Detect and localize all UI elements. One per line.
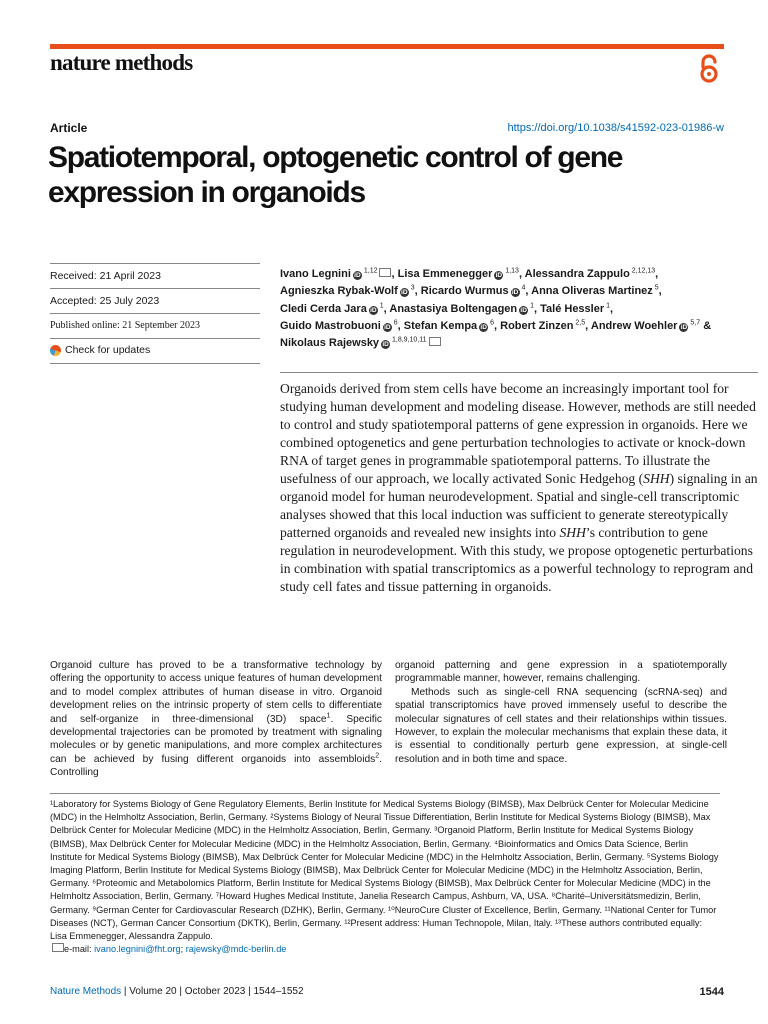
orcid-icon[interactable]: iD — [354, 272, 361, 279]
affiliation-marker: 6 — [488, 319, 494, 327]
author-name[interactable]: Robert Zinzen $^{2,5}$ — [500, 319, 586, 332]
author-name[interactable]: Guido Mastrobuoni iD $^6$ — [280, 319, 398, 332]
gene-name: SHH — [559, 525, 586, 540]
published-date: Published online: 21 September 2023 — [50, 313, 260, 338]
email-icon — [52, 943, 64, 952]
citation[interactable]: 1 — [326, 712, 331, 720]
affiliation-marker: 1,12 — [361, 267, 378, 275]
orcid-icon[interactable]: iD — [520, 306, 527, 314]
check-updates-label: Check for updates — [65, 344, 151, 356]
email-icon[interactable] — [429, 337, 441, 346]
author-name[interactable]: Anastasiya Boltengagen iD $^1$ — [389, 301, 534, 315]
author-name[interactable]: Agnieszka Rybak-Wolf iD $^3$ — [280, 284, 415, 298]
email-link[interactable]: ivano.legnini@fht.org — [94, 944, 181, 955]
accepted-date: Accepted: 25 July 2023 — [50, 288, 260, 313]
email-icon[interactable] — [379, 268, 391, 277]
email-label: e-mail: — [64, 944, 95, 955]
body-paragraph: Methods such as single-cell RNA sequencing (scRNA-seq) and spatial transcriptomics have proved immensely useful to describe the molecular signatures of cell states and their relationships within tissues. However, to explain the molecular mechanisms that explain these data, it is essential to conditionally perturb gene expression, at single-cell resolution and in both time and space. — [395, 686, 727, 765]
body-column-left — [50, 659, 382, 780]
orcid-icon[interactable]: iD — [511, 289, 519, 297]
orcid-icon[interactable]: iD — [382, 341, 389, 349]
affiliation-marker: 1,13 — [503, 267, 519, 275]
check-updates-icon — [50, 345, 61, 356]
body-text: . Specific developmental trajectories can be promoted by treatment with signaling molecules or by genetic manipulations, and more complex architectures can be achieved by fusing different organoids into assembloids — [50, 713, 382, 765]
affiliation-marker: 4 — [519, 284, 526, 292]
orcid-icon[interactable]: iD — [384, 323, 391, 331]
accent-rule — [50, 44, 724, 49]
affiliation-marker: 1 — [528, 301, 534, 309]
affiliation-marker: 1,8,9,10,11 — [390, 336, 427, 344]
abstract: Organoids derived from stem cells have become an increasingly important tool for studying human development and modeling disease. However, methods are still needed to control and study spatiotemporal patterns of gene expression in organoids. Here we combined optogenetics and gene perturbation technologies to activate or knock-down RNA of target genes in programmable spatiotemporal patterns. To illustrate the usefulness of our approach, we locally activated Sonic Hedgehog (SHH) signaling in an organoid model for human neurodevelopment. Spatial and single-cell transcriptomic analyses showed that this local induction was sufficient to generate stereotypically patterned organoids and revealed new insights into SHH’s contribution to gene regulation in neurodevelopment. With this study, we propose optogenetic perturbations in combination with spatial transcriptomics as a powerful technology to reprogram and study cell fates and tissue patterning in organoids. — [280, 372, 758, 596]
journal-name: nature methods — [50, 50, 193, 75]
affiliation-marker: 2,12,13 — [629, 267, 656, 275]
author-name[interactable]: Alessandra Zappulo $^{2,12,13}$ — [524, 267, 656, 280]
check-for-updates-button[interactable] — [50, 338, 260, 364]
author-name[interactable]: Andrew Woehler iD $^{5,7}$ — [590, 319, 701, 332]
body-paragraph: organoid patterning and gene expression in a spatiotemporally programmable manner, however, remains challenging. — [395, 660, 727, 685]
gene-name: SHH — [643, 471, 670, 486]
author-name[interactable]: Anna Oliveras Martinez $^5$ — [531, 284, 659, 298]
doi-link[interactable]: https://doi.org/10.1038/s41592-023-01986-w — [507, 122, 724, 134]
citation[interactable]: 2 — [375, 752, 380, 760]
article-title: Spatiotemporal, optogenetic control of gene expression in organoids — [48, 141, 623, 209]
affiliations-text: ¹Laboratory for Systems Biology of Gene Regulatory Elements, Berlin Institute for Medical Systems Biology (BIMSB), Max Delbrück Center for Molecular Medicine (MDC) in the Helmholtz Association, Berlin, Germany. ²Systems Biology of Neural Tissue Differentiation, Berlin Institute for Medical Systems Biology (BIMSB), Max Delbrück Center for Molecular Medicine (MDC) in the Helmholtz Association, Berlin, Germany. ³Organoid Platform, Berlin Institute for Medical Systems Biology (BIMSB), Max Delbrück Center for Molecular Medicine (MDC) in the Helmholtz Association, Berlin, Germany. ⁴Bioinformatics and Omics Data Science, Berlin Institute for Medical Systems Biology (BIMSB), Max Delbrück Center for Molecular Medicine (MDC) in the Helmholtz Association, Berlin, Germany. ⁵Systems Biology Imaging Platform, Berlin Institute for Medical Systems Biology (BIMSB), Max Delbrück Center for Molecular Medicine (MDC) in the Helmholtz Association, Berlin, Germany. ⁶Proteomic and Metabolomics Platform, Berlin Institute for Medical Systems Biology (BIMSB), Max Delbrück Center for Molecular Medicine (MDC) in the Helmholtz Association, Berlin, Germany. ⁷Howard Hughes Medical Institute, Janelia Research Campus, Ashburn, VA, USA. ⁸Charité–Universitätsmedizin, Berlin, Germany. ⁹German Center for Cardiovascular Research (DZHK), Berlin, Germany. ¹⁰NeuroCure Cluster of Excellence, Berlin, Germany. ¹¹National Center for Tumor Diseases (NCT), German Cancer Consortium (DKTK), Berlin, Germany. ¹²Present address: Human Technopole, Milan, Italy. ¹³These authors contributed equally: Lisa Emmenegger, Alessandra Zappulo. — [50, 799, 719, 942]
page-footer — [50, 986, 724, 997]
email-link[interactable]: rajewsky@mdc-berlin.de — [185, 944, 287, 955]
orcid-icon[interactable]: iD — [401, 289, 408, 297]
affiliation-marker: 6 — [391, 319, 398, 327]
orcid-icon[interactable]: iD — [480, 323, 487, 331]
page-number: 1544 — [699, 986, 724, 998]
orcid-icon[interactable]: iD — [680, 323, 688, 331]
affiliation-marker: 3 — [408, 284, 415, 292]
received-date: Received: 21 April 2023 — [50, 263, 260, 288]
orcid-icon[interactable]: iD — [495, 272, 503, 279]
footer-journal[interactable]: Nature Methods — [50, 986, 122, 997]
affiliation-marker: 5,7 — [688, 319, 701, 327]
affiliation-marker: 1 — [604, 301, 610, 309]
author-name[interactable]: Lisa Emmenegger iD $^{1,13}$ — [397, 267, 519, 280]
orcid-icon[interactable]: iD — [370, 306, 377, 314]
affiliation-marker: 2,5 — [573, 319, 586, 327]
email-separator: ; — [180, 944, 186, 955]
author-name[interactable]: Stefan Kempa iD $^6$ — [403, 319, 494, 332]
author-name[interactable]: Nikolaus Rajewsky iD $^{1,8,9,10,11}$ — [280, 337, 441, 349]
author-name[interactable]: Cledi Cerda Jara iD $^1$ — [280, 301, 384, 315]
body-text: . Controlling — [50, 753, 382, 779]
author-name[interactable]: Ivano Legnini iD $^{1,12}$ — [280, 268, 391, 280]
author-name[interactable]: Talé Hessler $^1$ — [540, 301, 610, 315]
article-dates — [50, 263, 260, 364]
affiliation-marker: 1 — [377, 301, 384, 309]
open-access-lock-icon — [698, 54, 720, 84]
footer-issue: | Volume 20 | October 2023 | 1544–1552 — [121, 986, 304, 997]
author-list: Ivano Legnini iD $^{1,12}$ , Lisa Emmenegger iD $^{1,13}$, Alessandra Zappulo $^{2,12,13}$, Agnieszka Rybak-Wolf iD $^3$, Ricardo Wurmus iD $^4$, Anna Oliveras Martinez $^5$, Cledi Cerda Jara iD $^1$, Anastasiya Boltengagen iD $^1$, Talé Hessler $^1$, Guido Mastrobuoni iD $^6$, Stefan Kempa iD $^6$, Robert Zinzen $^{2,5}$, Andrew Woehler iD $^{5,7}$ & Nikolaus Rajewsky iD $^{1,8,9,10,11}$ — [280, 267, 712, 350]
author-name[interactable]: Ricardo Wurmus iD $^4$ — [420, 284, 526, 298]
article-type: Article — [50, 121, 88, 135]
body-column-right — [395, 659, 727, 766]
body-text: Organoid culture has proved to be a transformative technology by offering the opportunity to access unique features of human development and to model complex attributes of human disease in vitro. Organoid development relies on the intrinsic property of stem cells to differentiate and self-organize in three-dimensional (3D) space — [50, 660, 382, 725]
affiliations — [50, 793, 720, 956]
affiliation-marker: 5 — [652, 284, 659, 292]
